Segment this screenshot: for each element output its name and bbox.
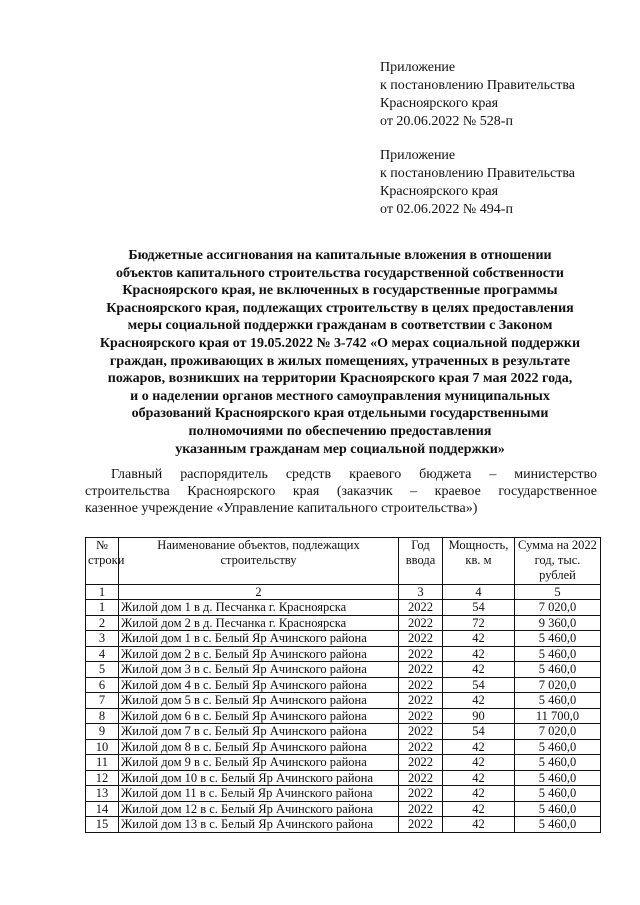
amount-2022: 5 460,0 <box>515 631 601 647</box>
document-title <box>60 247 620 458</box>
amount-2022: 5 460,0 <box>515 646 601 662</box>
row-number: 10 <box>86 739 119 755</box>
amount-2022: 5 460,0 <box>515 801 601 817</box>
header-name: Наименование объектов, подлежащих строительству <box>119 538 399 585</box>
capacity-sqm: 42 <box>443 801 515 817</box>
appendix-line: от 02.06.2022 № 494-п <box>380 202 513 217</box>
capacity-sqm: 42 <box>443 631 515 647</box>
commissioning-year: 2022 <box>399 693 443 709</box>
row-number: 7 <box>86 693 119 709</box>
title-line: объектов капитального строительства государственной собственности <box>116 265 564 281</box>
commissioning-year: 2022 <box>399 646 443 662</box>
object-name: Жилой дом 5 в с. Белый Яр Ачинского района <box>119 693 399 709</box>
commissioning-year: 2022 <box>399 662 443 678</box>
row-number: 14 <box>86 801 119 817</box>
row-number: 3 <box>86 631 119 647</box>
table-row <box>86 739 601 755</box>
title-line: указанным гражданам мер социальной поддержки» <box>175 441 505 457</box>
intro-line: казенное учреждение «Управление капитального строительства») <box>85 501 478 516</box>
commissioning-year: 2022 <box>399 631 443 647</box>
commissioning-year: 2022 <box>399 708 443 724</box>
appendix-block-494 <box>380 147 630 219</box>
title-line: Красноярского края от 19.05.2022 № 3-742 «О мерах социальной поддержки <box>99 335 581 351</box>
header-sum: Сумма на 2022 год, тыс. рублей <box>515 538 601 585</box>
object-name: Жилой дом 13 в с. Белый Яр Ачинского района <box>119 817 399 833</box>
table-row <box>86 677 601 693</box>
header-capacity: Мощность, кв. м <box>443 538 515 585</box>
appendix-block-528 <box>380 59 630 131</box>
amount-2022: 5 460,0 <box>515 739 601 755</box>
capacity-sqm: 42 <box>443 817 515 833</box>
capacity-sqm: 54 <box>443 600 515 616</box>
amount-2022: 7 020,0 <box>515 600 601 616</box>
header-year: Год ввода <box>399 538 443 585</box>
table-row <box>86 786 601 802</box>
amount-2022: 5 460,0 <box>515 755 601 771</box>
commissioning-year: 2022 <box>399 615 443 631</box>
row-number: 2 <box>86 615 119 631</box>
intro-line: Главный распорядитель средств краевого бюджета – министерство <box>111 467 597 482</box>
title-line: Красноярского края, подлежащих строительству в целях предоставления <box>106 300 574 316</box>
table-row <box>86 615 601 631</box>
appendix-line: Приложение <box>380 60 456 75</box>
commissioning-year: 2022 <box>399 677 443 693</box>
column-number: 1 <box>86 585 119 600</box>
title-line: Красноярского края, не включенных в государственные программы <box>122 283 558 299</box>
commissioning-year: 2022 <box>399 739 443 755</box>
commissioning-year: 2022 <box>399 786 443 802</box>
column-number: 3 <box>399 585 443 600</box>
commissioning-year: 2022 <box>399 755 443 771</box>
capacity-sqm: 42 <box>443 662 515 678</box>
table-body <box>86 600 601 833</box>
object-name: Жилой дом 2 в с. Белый Яр Ачинского района <box>119 646 399 662</box>
row-number: 15 <box>86 817 119 833</box>
title-line: меры социальной поддержки гражданам в соответствии с Законом <box>127 318 553 334</box>
row-number: 1 <box>86 600 119 616</box>
object-name: Жилой дом 10 в с. Белый Яр Ачинского района <box>119 770 399 786</box>
object-name: Жилой дом 6 в с. Белый Яр Ачинского района <box>119 708 399 724</box>
title-line: образований Красноярского края отдельными государственными <box>131 406 549 422</box>
commissioning-year: 2022 <box>399 724 443 740</box>
amount-2022: 7 020,0 <box>515 724 601 740</box>
table-row <box>86 600 601 616</box>
appendix-line: Красноярского края <box>380 96 499 111</box>
capacity-sqm: 42 <box>443 646 515 662</box>
amount-2022: 11 700,0 <box>515 708 601 724</box>
column-number: 5 <box>515 585 601 600</box>
capacity-sqm: 42 <box>443 786 515 802</box>
title-line: и о наделении органов местного самоуправления муниципальных <box>130 388 550 404</box>
title-line: пожаров, возникших на территории Красноярского края 7 мая 2022 года, <box>107 371 573 387</box>
object-name: Жилой дом 4 в с. Белый Яр Ачинского района <box>119 677 399 693</box>
column-number: 4 <box>443 585 515 600</box>
row-number: 8 <box>86 708 119 724</box>
object-name: Жилой дом 3 в с. Белый Яр Ачинского района <box>119 662 399 678</box>
object-name: Жилой дом 8 в с. Белый Яр Ачинского района <box>119 739 399 755</box>
objects-table <box>85 537 601 833</box>
capacity-sqm: 90 <box>443 708 515 724</box>
row-number: 4 <box>86 646 119 662</box>
row-number: 11 <box>86 755 119 771</box>
amount-2022: 5 460,0 <box>515 693 601 709</box>
object-name: Жилой дом 2 в д. Песчанка г. Красноярска <box>119 615 399 631</box>
row-number: 5 <box>86 662 119 678</box>
amount-2022: 5 460,0 <box>515 662 601 678</box>
table-row <box>86 801 601 817</box>
appendix-line: Приложение <box>380 148 456 163</box>
object-name: Жилой дом 1 в д. Песчанка г. Красноярска <box>119 600 399 616</box>
object-name: Жилой дом 7 в с. Белый Яр Ачинского района <box>119 724 399 740</box>
amount-2022: 5 460,0 <box>515 770 601 786</box>
object-name: Жилой дом 9 в с. Белый Яр Ачинского района <box>119 755 399 771</box>
appendix-line: к постановлению Правительства <box>380 78 576 93</box>
capacity-sqm: 54 <box>443 724 515 740</box>
capacity-sqm: 72 <box>443 615 515 631</box>
table-row <box>86 755 601 771</box>
capacity-sqm: 42 <box>443 770 515 786</box>
row-number: 13 <box>86 786 119 802</box>
table-row <box>86 662 601 678</box>
intro-line: строительства Красноярского края (заказчик – краевое государственное <box>85 484 597 499</box>
column-number-row <box>86 585 601 600</box>
row-number: 6 <box>86 677 119 693</box>
appendix-line: Красноярского края <box>380 184 499 199</box>
row-number: 12 <box>86 770 119 786</box>
table-row <box>86 708 601 724</box>
amount-2022: 5 460,0 <box>515 817 601 833</box>
header-num: № строки <box>86 538 119 585</box>
title-line: полномочиями по обеспечению предоставления <box>188 423 492 439</box>
amount-2022: 7 020,0 <box>515 677 601 693</box>
table-row <box>86 724 601 740</box>
table-row <box>86 693 601 709</box>
appendix-line: от 20.06.2022 № 528-п <box>380 114 513 129</box>
object-name: Жилой дом 11 в с. Белый Яр Ачинского района <box>119 786 399 802</box>
capacity-sqm: 42 <box>443 755 515 771</box>
capacity-sqm: 42 <box>443 693 515 709</box>
object-name: Жилой дом 12 в с. Белый Яр Ачинского района <box>119 801 399 817</box>
table-row <box>86 817 601 833</box>
table-row <box>86 770 601 786</box>
capacity-sqm: 42 <box>443 739 515 755</box>
commissioning-year: 2022 <box>399 600 443 616</box>
object-name: Жилой дом 1 в с. Белый Яр Ачинского района <box>119 631 399 647</box>
appendix-line: к постановлению Правительства <box>380 166 576 181</box>
row-number: 9 <box>86 724 119 740</box>
capacity-sqm: 54 <box>443 677 515 693</box>
title-line: Бюджетные ассигнования на капитальные вложения в отношении <box>128 248 552 263</box>
commissioning-year: 2022 <box>399 770 443 786</box>
column-number: 2 <box>119 585 399 600</box>
intro-paragraph <box>85 466 597 517</box>
title-line: граждан, проживающих в жилых помещениях, утраченных в результате <box>109 353 571 369</box>
amount-2022: 5 460,0 <box>515 786 601 802</box>
commissioning-year: 2022 <box>399 817 443 833</box>
table-row <box>86 646 601 662</box>
table-row <box>86 631 601 647</box>
amount-2022: 9 360,0 <box>515 615 601 631</box>
table-header-row <box>86 538 601 585</box>
commissioning-year: 2022 <box>399 801 443 817</box>
